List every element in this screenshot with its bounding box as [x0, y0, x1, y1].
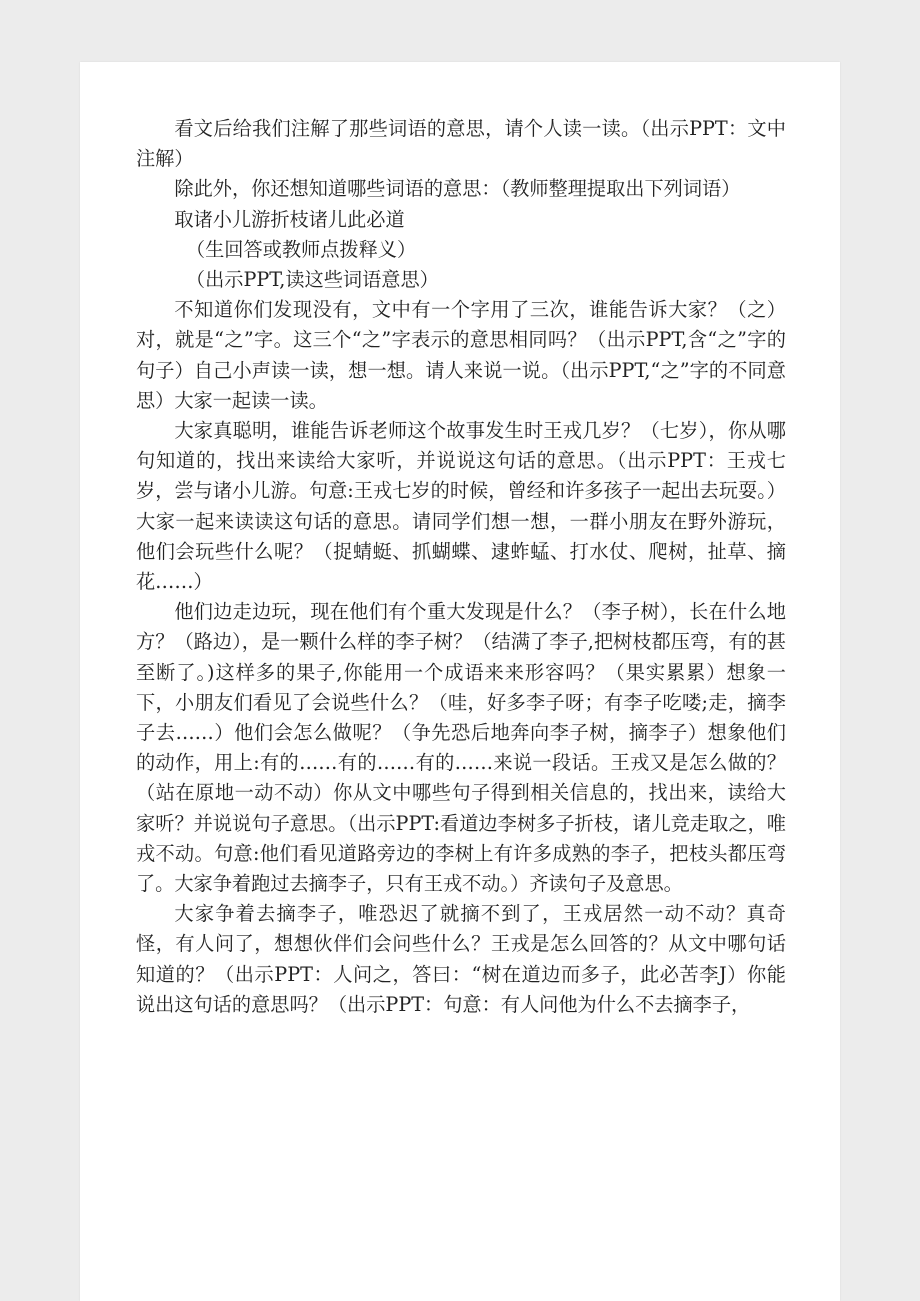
paragraph: 不知道你们发现没有，文中有一个字用了三次，谁能告诉大家？（之）对，就是“之”字。这三个“之”字表示的意思相同吗？（出示PPT,含“之”字的句子）自己小声读一读，想一想。请人来说一说。（出示PPT,“之”字的不同意思）大家一起读一读。 [136, 298, 786, 412]
document-page [80, 62, 840, 1301]
paragraph: 他们边走边玩，现在他们有个重大发现是什么？（李子树），长在什么地方？（路边），是一颗什么样的李子树？（结满了李子,把树枝都压弯，有的甚至断了。)这样多的果子,你能用一个成语来来形容吗？（果实累累）想象一下，小朋友们看见了会说些什么？（哇，好多李子呀；有李子吃喽;走，摘李子去……）他们会怎么做呢？（争先恐后地奔向李子树，摘李子）想象他们的动作，用上:有的……有的……有的……来说一段话。王戎又是怎么做的？（站在原地一动不动）你从文中哪些句子得到相关信息的，找出来，读给大家听？并说说句子意思。（出示PPT:看道边李树多子折枝，诸儿竞走取之，唯戎不动。句意:他们看见道路旁边的李树上有许多成熟的李子，把枝头都压弯了。大家争着跑过去摘李子，只有王戎不动。）齐读句子及意思。 [136, 600, 786, 896]
document-body [136, 114, 786, 1020]
paragraph: 看文后给我们注解了那些词语的意思，请个人读一读。（出示PPT：文中注解） [136, 117, 786, 171]
paragraph: 大家争着去摘李子，唯恐迟了就摘不到了，王戎居然一动不动？真奇怪，有人问了，想想伙伴们会问些什么？王戎是怎么回答的？从文中哪句话知道的？（出示PPT：人问之，答曰：“树在道边而多子，此必苦李J）你能说出这句话的意思吗？（出示PPT：句意：有人问他为什么不去摘李子， [136, 902, 786, 1016]
paragraph: 大家真聪明，谁能告诉老师这个故事发生时王戎几岁？（七岁），你从哪句知道的，找出来读给大家听，并说说这句话的意思。（出示PPT：王戎七岁，尝与诸小儿游。句意:王戎七岁的时候，曾经和许多孩子一起出去玩耍。）大家一起来读读这句话的意思。请同学们想一想，一群小朋友在野外游玩，他们会玩些什么呢？（捉蜻蜓、抓蝴蝶、逮蚱蜢、打水仗、爬树，扯草、摘花……） [136, 419, 786, 594]
paragraph: 取诸小儿游折枝诸儿此必道 [174, 207, 405, 231]
paragraph: 除此外，你还想知道哪些词语的意思：（教师整理提取出下列词语） [174, 177, 741, 201]
paragraph: （出示PPT,读这些词语意思） [185, 268, 439, 292]
paragraph: （生回答或教师点拨释义） [185, 237, 417, 261]
